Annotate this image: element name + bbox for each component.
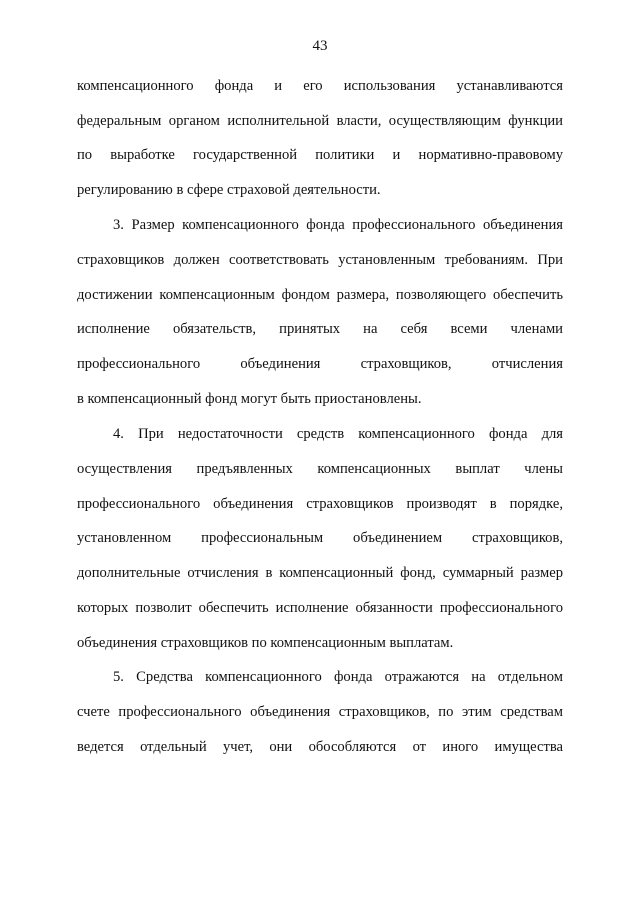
text-line: счете профессионального объединения страховщиков, по этим средствам: [77, 704, 563, 720]
text-line: регулированию в сфере страховой деятельности.: [77, 182, 381, 198]
text-line: которых позволит обеспечить исполнение обязанности профессионального: [77, 600, 563, 616]
text-line: ведется отдельный учет, они обособляются от иного имущества: [77, 739, 563, 755]
text-line: в компенсационный фонд могут быть приостановлены.: [77, 391, 422, 407]
text-line: страховщиков должен соответствовать установленным требованиям. При: [77, 252, 563, 268]
text-line: исполнение обязательств, принятых на себя всеми членами: [77, 321, 563, 337]
paragraph-3-first-line: 3. Размер компенсационного фонда профессионального объединения: [113, 217, 563, 233]
text-line: компенсационного фонда и его использования устанавливаются: [77, 78, 563, 94]
text-line: достижении компенсационным фондом размера, позволяющего обеспечить: [77, 287, 563, 303]
text-line: по выработке государственной политики и нормативно-правовому: [77, 147, 563, 163]
paragraph-5-first-line: 5. Средства компенсационного фонда отражаются на отдельном: [113, 669, 563, 685]
text-line: профессионального объединения страховщиков, отчисления: [77, 356, 563, 372]
text-line: осуществления предъявленных компенсационных выплат члены: [77, 461, 563, 477]
paragraph-4-first-line: 4. При недостаточности средств компенсационного фонда для: [113, 426, 563, 442]
text-line: профессионального объединения страховщиков производят в порядке,: [77, 496, 563, 512]
page-number: 43: [312, 38, 328, 54]
text-line: установленном профессиональным объединением страховщиков,: [77, 530, 563, 546]
text-line: федеральным органом исполнительной власти, осуществляющим функции: [77, 113, 563, 129]
text-line: объединения страховщиков по компенсационным выплатам.: [77, 635, 454, 651]
text-line: дополнительные отчисления в компенсационный фонд, суммарный размер: [77, 565, 563, 581]
